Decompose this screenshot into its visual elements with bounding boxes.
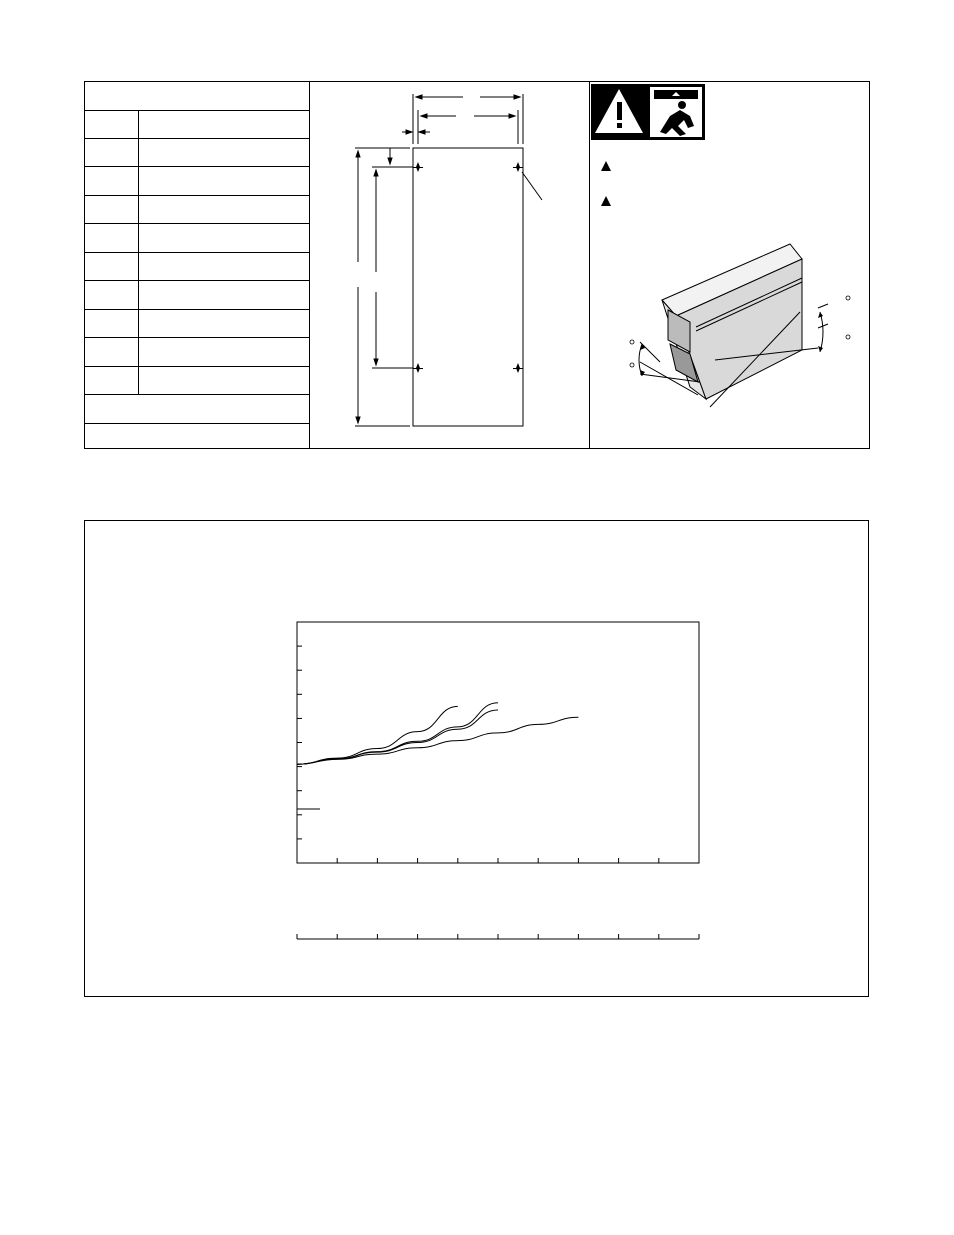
triangle-bullet-icon — [601, 196, 611, 206]
tipping-warning-section — [590, 82, 871, 448]
table-row-divider — [85, 366, 310, 367]
table-row-divider — [85, 337, 310, 338]
table-row-divider — [85, 166, 310, 167]
warning-graphics — [590, 82, 871, 450]
table-row-divider — [85, 394, 310, 395]
tilt-angle-diagram — [639, 244, 828, 407]
base-outline — [413, 148, 523, 426]
table-column-divider — [138, 110, 139, 394]
series-line-4 — [297, 717, 578, 764]
performance-chart — [85, 521, 870, 998]
x-axis-ticks — [337, 858, 699, 863]
table-row-divider — [85, 252, 310, 253]
table-row-divider — [85, 309, 310, 310]
table-row-divider — [85, 423, 310, 424]
dimensions-drawing — [310, 82, 590, 450]
series-line-3 — [297, 710, 498, 764]
series-line-1 — [297, 706, 458, 764]
falling-equipment-icon — [650, 87, 702, 137]
specifications-panel — [84, 81, 870, 449]
y-axis-ticks — [297, 646, 302, 839]
plot-area — [297, 622, 699, 863]
dimensions-diagram — [310, 82, 590, 448]
table-row-divider — [85, 110, 310, 111]
series-line-2 — [297, 703, 498, 764]
table-row-divider — [85, 138, 310, 139]
mounting-holes — [413, 162, 523, 373]
specifications-table — [85, 82, 310, 448]
table-row-divider — [85, 195, 310, 196]
performance-chart-panel — [84, 520, 869, 997]
chart-series — [297, 703, 578, 764]
table-row-divider — [85, 223, 310, 224]
triangle-bullet-icon — [601, 161, 611, 171]
secondary-x-axis-ticks — [297, 934, 699, 939]
table-row-divider — [85, 280, 310, 281]
